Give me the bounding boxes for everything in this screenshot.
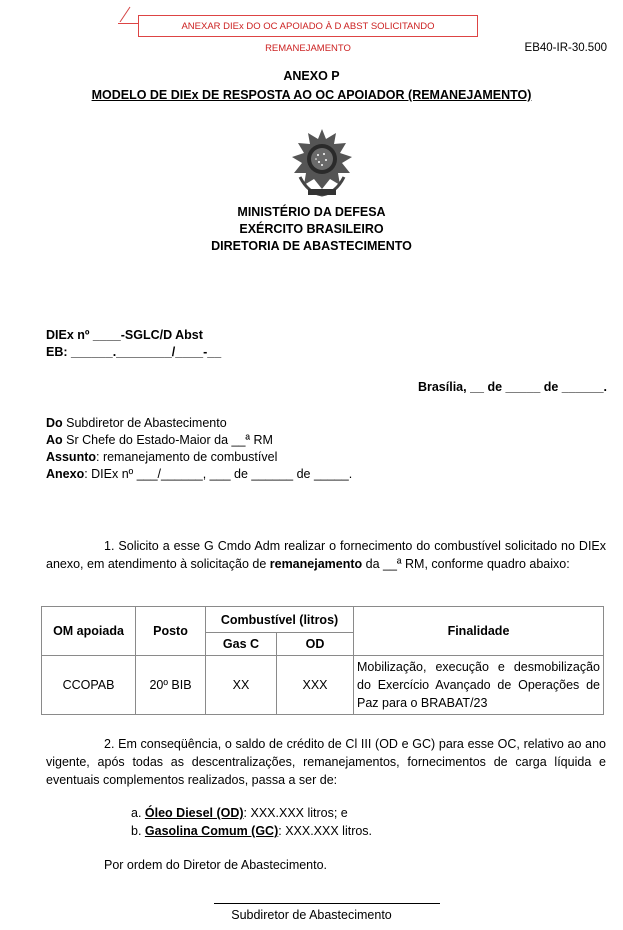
col-header-om: OM apoiada — [42, 607, 136, 656]
col-header-posto: Posto — [136, 607, 206, 656]
list-item-diesel-value: : XXX.XXX litros; e — [243, 806, 348, 820]
org-ministry: MINISTÉRIO DA DEFESA — [237, 205, 386, 219]
pen-mark-icon — [118, 6, 132, 22]
field-annex — [46, 466, 352, 483]
org-army: EXÉRCITO BRASILEIRO — [239, 222, 384, 236]
col-header-gasc: Gas C — [206, 633, 277, 656]
list-item-diesel-prefix: a. — [131, 806, 145, 820]
document-reference: EB40-IR-30.500 — [524, 42, 607, 54]
field-annex-label: Anexo — [46, 467, 85, 481]
paragraph-1 — [46, 537, 606, 573]
cell-posto: 20º BIB — [136, 656, 206, 715]
field-subject-label: Assunto — [46, 450, 96, 464]
fuel-table — [41, 606, 604, 715]
field-from-label: Do — [46, 416, 63, 430]
signature-title: Subdiretor de Abastecimento — [231, 908, 392, 922]
paragraph-1-tail: da __ª RM, conforme quadro abaixo: — [362, 557, 570, 571]
paragraph-1-text: 1. Solicito a esse G Cmdo Adm realizar o fornecimento do combustível solicitado no DIEx anexo, em atendimento à solicitação de — [46, 539, 606, 571]
field-annex-value: : DIEx nº ___/______, ___ de ______ de _____. — [84, 467, 353, 481]
list-item-gasoline-prefix: b. — [131, 824, 145, 838]
col-header-purpose: Finalidade — [354, 607, 604, 656]
field-from-value: Subdiretor de Abastecimento — [62, 416, 227, 430]
field-subject — [46, 449, 277, 466]
cell-purpose: Mobilização, execução e desmobilização do Exercício Avançado de Operações de Paz para o BRABAT/23 — [354, 656, 604, 715]
signature-line — [214, 903, 440, 904]
date-line: Brasília, __ de _____ de ______. — [417, 380, 607, 394]
model-title: MODELO DE DIEx DE RESPOSTA AO OC APOIADOR (REMANEJAMENTO) — [91, 88, 532, 102]
annex-instruction-stamp: ANEXAR DIEx DO OC APOIADO À D ABST SOLICITANDO REMANEJAMENTO — [138, 15, 478, 37]
field-from — [46, 415, 227, 432]
col-header-od: OD — [277, 633, 354, 656]
list-item-gasoline — [131, 822, 372, 839]
coat-of-arms-icon — [288, 127, 356, 199]
cell-od: XXX — [277, 656, 354, 715]
field-to-label: Ao — [46, 433, 63, 447]
field-subject-value: : remanejamento de combustível — [96, 450, 278, 464]
annex-title: ANEXO P — [283, 69, 340, 83]
list-item-gasoline-value: : XXX.XXX litros. — [278, 824, 373, 838]
closing-line: Por ordem do Diretor de Abastecimento. — [104, 858, 328, 872]
table-row — [42, 656, 604, 715]
eb-number: EB: ______.________/____-__ — [46, 345, 222, 359]
field-to-value: Sr Chefe do Estado-Maior da __ª RM — [62, 433, 273, 447]
cell-om: CCOPAB — [42, 656, 136, 715]
org-directorate: DIRETORIA DE ABASTECIMENTO — [211, 239, 412, 253]
col-header-fuel: Combustível (litros) — [206, 607, 354, 633]
cell-gasc: XX — [206, 656, 277, 715]
list-item-diesel — [131, 804, 348, 821]
paragraph-2: 2. Em conseqüência, o saldo de crédito de Cl III (OD e GC) para esse OC, relativo ao ano vigente, após todas as descentralizações, remanejamentos, fornecimentos de carga líquida e eventuais complementos realizados, passa a ser de: — [46, 737, 606, 787]
list-item-gasoline-label: Gasolina Comum (GC) — [144, 824, 279, 838]
diex-number: DIEx nº ____-SGLC/D Abst — [46, 328, 203, 342]
list-item-diesel-label: Óleo Diesel (OD) — [144, 806, 244, 820]
paragraph-1-emphasis: remanejamento — [269, 557, 363, 571]
stamp-connector — [118, 23, 138, 24]
field-to — [46, 432, 273, 449]
